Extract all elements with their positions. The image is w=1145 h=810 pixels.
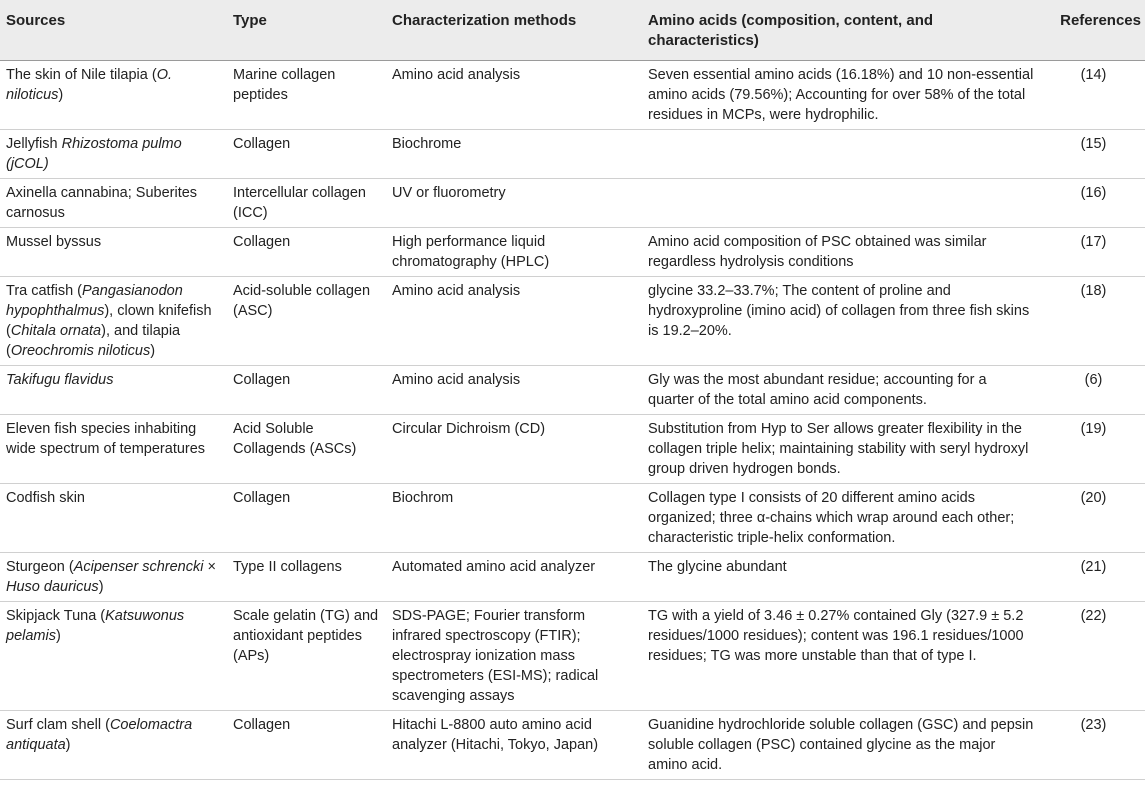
cell-amino-acids: glycine 33.2–33.7%; The content of proline and hydroxyproline (imino acid) of collagen from three fish skins is 19.2–20%. [642,277,1042,366]
cell-method: Circular Dichroism (CD) [386,415,642,484]
header-row [0,0,1145,61]
cell-method: Automated amino acid analyzer [386,553,642,602]
cell-method: Hitachi L-8800 auto amino acid analyzer (Hitachi, Tokyo, Japan) [386,711,642,780]
cell-source: Mussel byssus [0,228,227,277]
cell-source: The skin of Nile tilapia (O. niloticus) [0,61,227,130]
cell-method: SDS-PAGE; Fourier transform infrared spectroscopy (FTIR); electrospray ionization mass spectrometers (ESI-MS); radical scavenging assays [386,602,642,711]
cell-reference: (16) [1042,179,1145,228]
cell-method: UV or fluorometry [386,179,642,228]
cell-method: Biochrom [386,484,642,553]
cell-type: Collagen [227,711,386,780]
table-row [0,277,1145,366]
cell-reference: (18) [1042,277,1145,366]
header-methods: Characterization methods [386,0,642,61]
cell-reference: (19) [1042,415,1145,484]
table-row [0,602,1145,711]
cell-reference: (23) [1042,711,1145,780]
cell-source: Tra catfish (Pangasianodon hypophthalmus), clown knifefish (Chitala ornata), and tilapia (Oreochromis niloticus) [0,277,227,366]
cell-amino-acids: Gly was the most abundant residue; accounting for a quarter of the total amino acid components. [642,366,1042,415]
cell-amino-acids: The glycine abundant [642,553,1042,602]
cell-amino-acids: Amino acid composition of PSC obtained was similar regardless hydrolysis conditions [642,228,1042,277]
table-row [0,711,1145,780]
cell-amino-acids: Seven essential amino acids (16.18%) and 10 non-essential amino acids (79.56%); Accounting for over 58% of the total residues in MCPs, were hydrophilic. [642,61,1042,130]
cell-type: Collagen [227,228,386,277]
cell-type: Acid-soluble collagen (ASC) [227,277,386,366]
table-row [0,61,1145,130]
cell-amino-acids [642,179,1042,228]
table-row [0,179,1145,228]
cell-method: Amino acid analysis [386,61,642,130]
cell-source: Sturgeon (Acipenser schrencki × Huso dauricus) [0,553,227,602]
cell-reference: (17) [1042,228,1145,277]
table-row [0,415,1145,484]
cell-method: Amino acid analysis [386,366,642,415]
cell-source: Skipjack Tuna (Katsuwonus pelamis) [0,602,227,711]
table-row [0,553,1145,602]
cell-source: Jellyfish Rhizostoma pulmo (jCOL) [0,130,227,179]
cell-type: Acid Soluble Collagends (ASCs) [227,415,386,484]
cell-source: Codfish skin [0,484,227,553]
cell-reference: (21) [1042,553,1145,602]
cell-source: Eleven fish species inhabiting wide spectrum of temperatures [0,415,227,484]
cell-amino-acids [642,130,1042,179]
table-row [0,228,1145,277]
cell-reference: (22) [1042,602,1145,711]
cell-amino-acids: TG with a yield of 3.46 ± 0.27% contained Gly (327.9 ± 5.2 residues/1000 residues); content was 196.1 residues/1000 residues; TG was more unstable than that of type I. [642,602,1042,711]
cell-amino-acids: Collagen type I consists of 20 different amino acids organized; three α-chains which wrap around each other; characteristic triple-helix conformation. [642,484,1042,553]
header-amino-acids: Amino acids (composition, content, and characteristics) [642,0,1042,61]
cell-reference: (6) [1042,366,1145,415]
cell-source: Axinella cannabina; Suberites carnosus [0,179,227,228]
cell-type: Type II collagens [227,553,386,602]
cell-reference: (20) [1042,484,1145,553]
table-row [0,366,1145,415]
table-row [0,130,1145,179]
cell-type: Collagen [227,130,386,179]
cell-method: High performance liquid chromatography (HPLC) [386,228,642,277]
cell-type: Collagen [227,484,386,553]
cell-reference: (14) [1042,61,1145,130]
cell-method: Biochrome [386,130,642,179]
cell-source: Takifugu flavidus [0,366,227,415]
header-type: Type [227,0,386,61]
cell-type: Collagen [227,366,386,415]
cell-amino-acids: Guanidine hydrochloride soluble collagen (GSC) and pepsin soluble collagen (PSC) contained glycine as the major amino acid. [642,711,1042,780]
cell-method: Amino acid analysis [386,277,642,366]
cell-source: Surf clam shell (Coelomactra antiquata) [0,711,227,780]
cell-type: Intercellular collagen (ICC) [227,179,386,228]
header-references: References [1042,0,1145,61]
cell-amino-acids: Substitution from Hyp to Ser allows greater flexibility in the collagen triple helix; maintaining stability with seryl hydroxyl group driven hydrogen bonds. [642,415,1042,484]
table-row [0,484,1145,553]
cell-type: Marine collagen peptides [227,61,386,130]
cell-reference: (15) [1042,130,1145,179]
cell-type: Scale gelatin (TG) and antioxidant peptides (APs) [227,602,386,711]
header-sources: Sources [0,0,227,61]
